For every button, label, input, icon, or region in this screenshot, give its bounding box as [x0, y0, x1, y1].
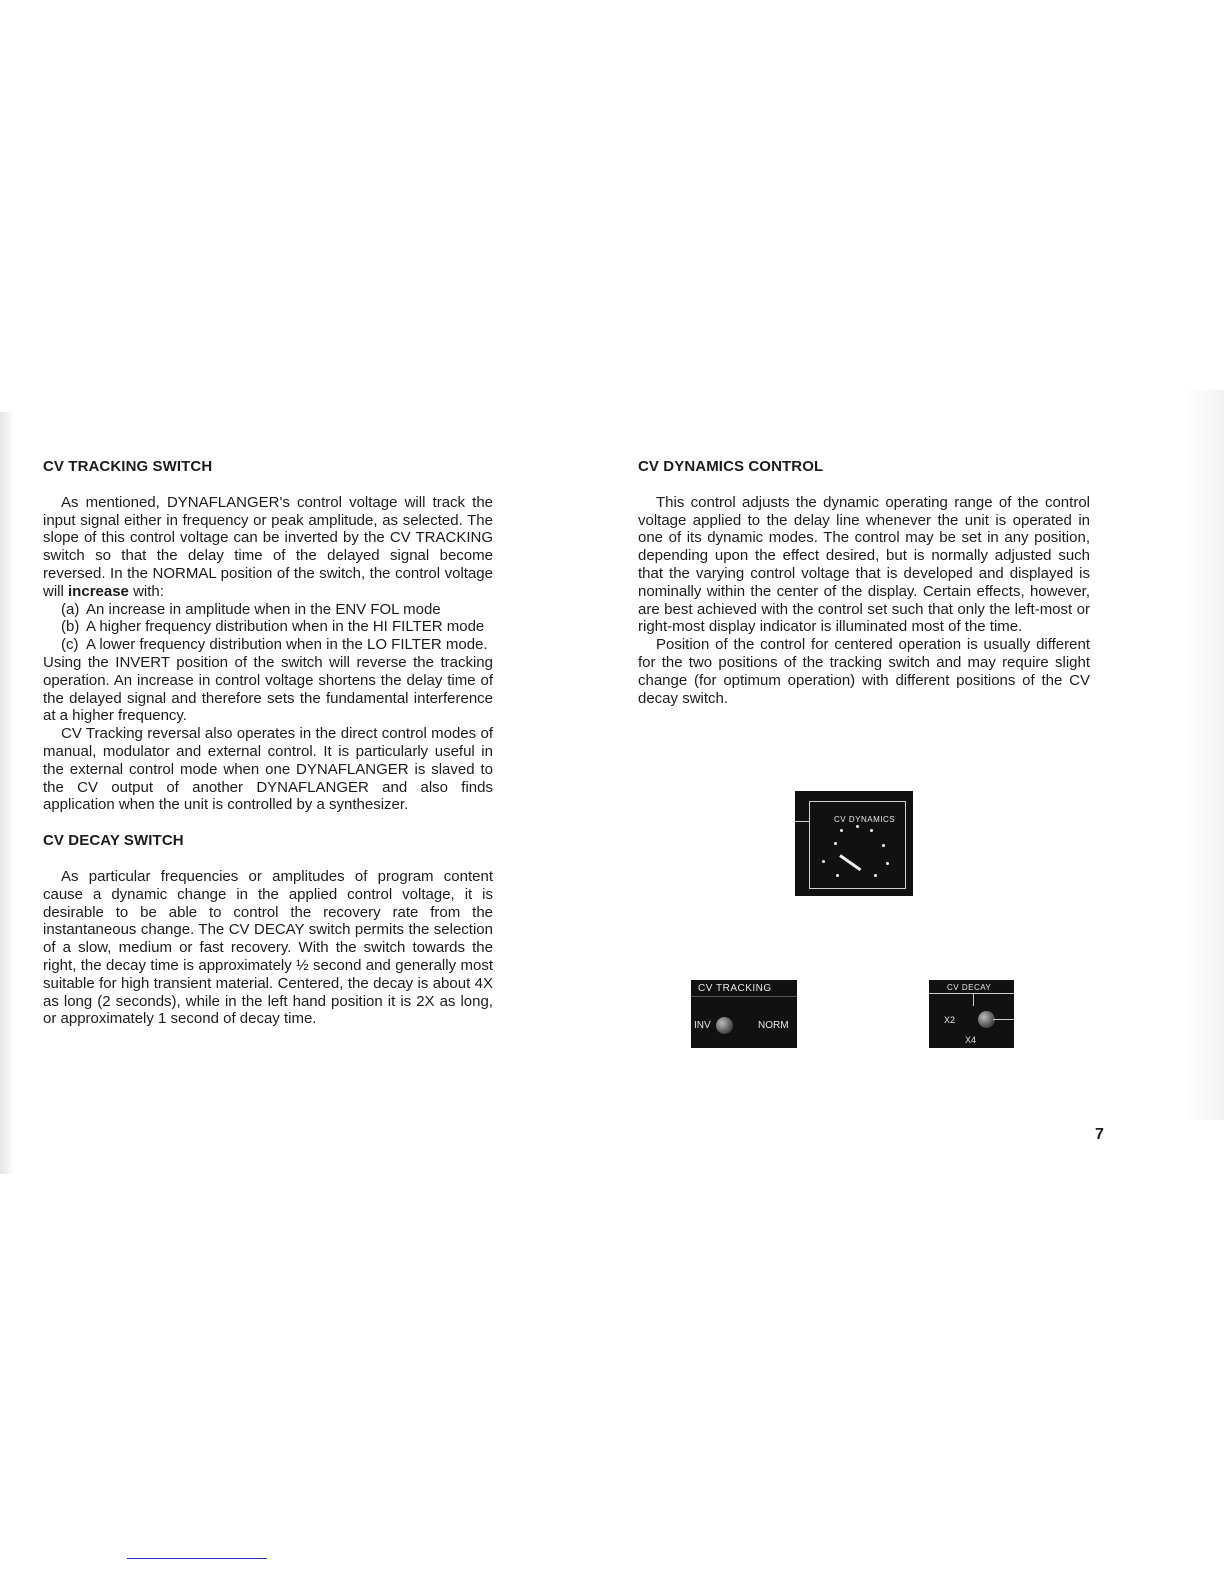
panel-line — [973, 994, 974, 1006]
cv-tracking-label: CV TRACKING — [698, 983, 772, 994]
scale-dot — [840, 829, 843, 832]
right-column — [638, 458, 1090, 707]
heading-cv-dynamics: CV DYNAMICS CONTROL — [638, 458, 824, 475]
page-edge-shadow-right — [1184, 390, 1224, 1120]
list-item — [61, 636, 493, 654]
dynamics-paragraph-1: This control adjusts the dynamic operating range of the control voltage applied to the delay line whenever the unit is operated in one of its dynamic modes. The control may be set in any position, depending upon the effect desired, but is normally adjusted such that the varying control voltage that is developed and displayed is nominally within the center of the display. Certain effects, however, are best achieved with the control set such that only the left-most or right-most display indicator is illuminated most of the time. — [638, 493, 1090, 636]
panel-line — [795, 821, 809, 822]
tracking-paragraph-3: CV Tracking reversal also operates in the direct control modes of manual, modulator and external control. It is particularly useful in the external control mode when one DYNAFLANGER is slaved to the CV output of another DYNAFLANGER and also finds application when the unit is controlled by a synthesizer. — [43, 725, 493, 814]
page-number: 7 — [1095, 1126, 1104, 1143]
norm-label: NORM — [758, 1020, 789, 1031]
list-item — [61, 618, 493, 636]
panel-frame — [809, 801, 906, 889]
scale-dot — [870, 829, 873, 832]
scale-dot — [882, 844, 885, 847]
list-marker: (a) — [61, 600, 80, 618]
list-item — [61, 601, 493, 619]
inv-label: INV — [694, 1020, 711, 1031]
list-item-text: A lower frequency distribution when in the LO FILTER mode. — [86, 636, 488, 654]
cv-tracking-panel-figure — [691, 980, 797, 1048]
list-item-text: A higher frequency distribution when in the HI FILTER mode — [86, 618, 485, 636]
scale-dot — [886, 862, 889, 865]
toggle-knob-icon — [716, 1017, 733, 1034]
panel-rule — [929, 993, 1014, 994]
x4-label: X4 — [965, 1035, 977, 1045]
tracking-paragraph-1-end: with: — [133, 582, 164, 600]
page-edge-shadow — [0, 412, 14, 1174]
scale-dot — [822, 860, 825, 863]
section-gap — [43, 814, 493, 832]
left-column — [43, 458, 493, 1028]
heading-cv-tracking: CV TRACKING SWITCH — [43, 458, 213, 475]
cv-dynamics-panel-figure — [795, 791, 913, 896]
tracking-list — [43, 601, 493, 654]
tracking-paragraph-2: Using the INVERT position of the switch will reverse the tracking operation. An increase in control voltage shortens the delay time of the delayed signal and therefore sets the fundamental interference at a higher frequency. — [43, 653, 493, 725]
cv-dynamics-label: CV DYNAMICS — [834, 815, 896, 824]
dynamics-paragraph-2: Position of the control for centered operation is usually different for the two positions of the tracking switch and may require slight change (for optimum operation) with different positions of the CV decay switch. — [638, 636, 1090, 707]
heading-cv-decay: CV DECAY SWITCH — [43, 832, 184, 850]
list-marker: (b) — [61, 618, 80, 636]
knob-pointer — [839, 854, 861, 871]
tracking-paragraph-1-text: As mentioned, DYNAFLANGER's control voltage will track the input signal either in frequency or peak amplitude, as selected. The slope of this control voltage can be inverted by the CV TRACKING switch so that the delay time of the delayed signal become reversed. In the NORMAL position of the switch, the control voltage will — [43, 493, 493, 600]
cv-decay-panel-figure — [929, 980, 1014, 1048]
tracking-bold-word: increase — [68, 582, 129, 600]
cv-decay-label: CV DECAY — [947, 983, 992, 992]
panel-rule — [691, 996, 797, 997]
footer-rule — [127, 1558, 267, 1559]
x2-label: X2 — [944, 1015, 956, 1025]
scale-dot — [856, 825, 859, 828]
list-marker: (c) — [61, 636, 79, 654]
panel-line — [993, 1019, 1014, 1020]
tracking-paragraph-1 — [43, 494, 493, 601]
list-item-text: An increase in amplitude when in the ENV FOL mode — [86, 600, 441, 618]
scale-dot — [836, 874, 839, 877]
scale-dot — [834, 842, 837, 845]
decay-paragraph-1: As particular frequencies or amplitudes of program content cause a dynamic change in the applied control voltage, it is desirable to be able to control the recovery rate from the instantaneous change. The CV DECAY switch permits the selection of a slow, medium or fast recovery. With the switch towards the right, the decay time is approximately ½ second and generally most suitable for high transient material. Centered, the decay is about 4X as long (2 seconds), while in the left hand position it is 2X as long, or approximately 1 second of decay time. — [43, 867, 493, 1028]
scale-dot — [874, 874, 877, 877]
